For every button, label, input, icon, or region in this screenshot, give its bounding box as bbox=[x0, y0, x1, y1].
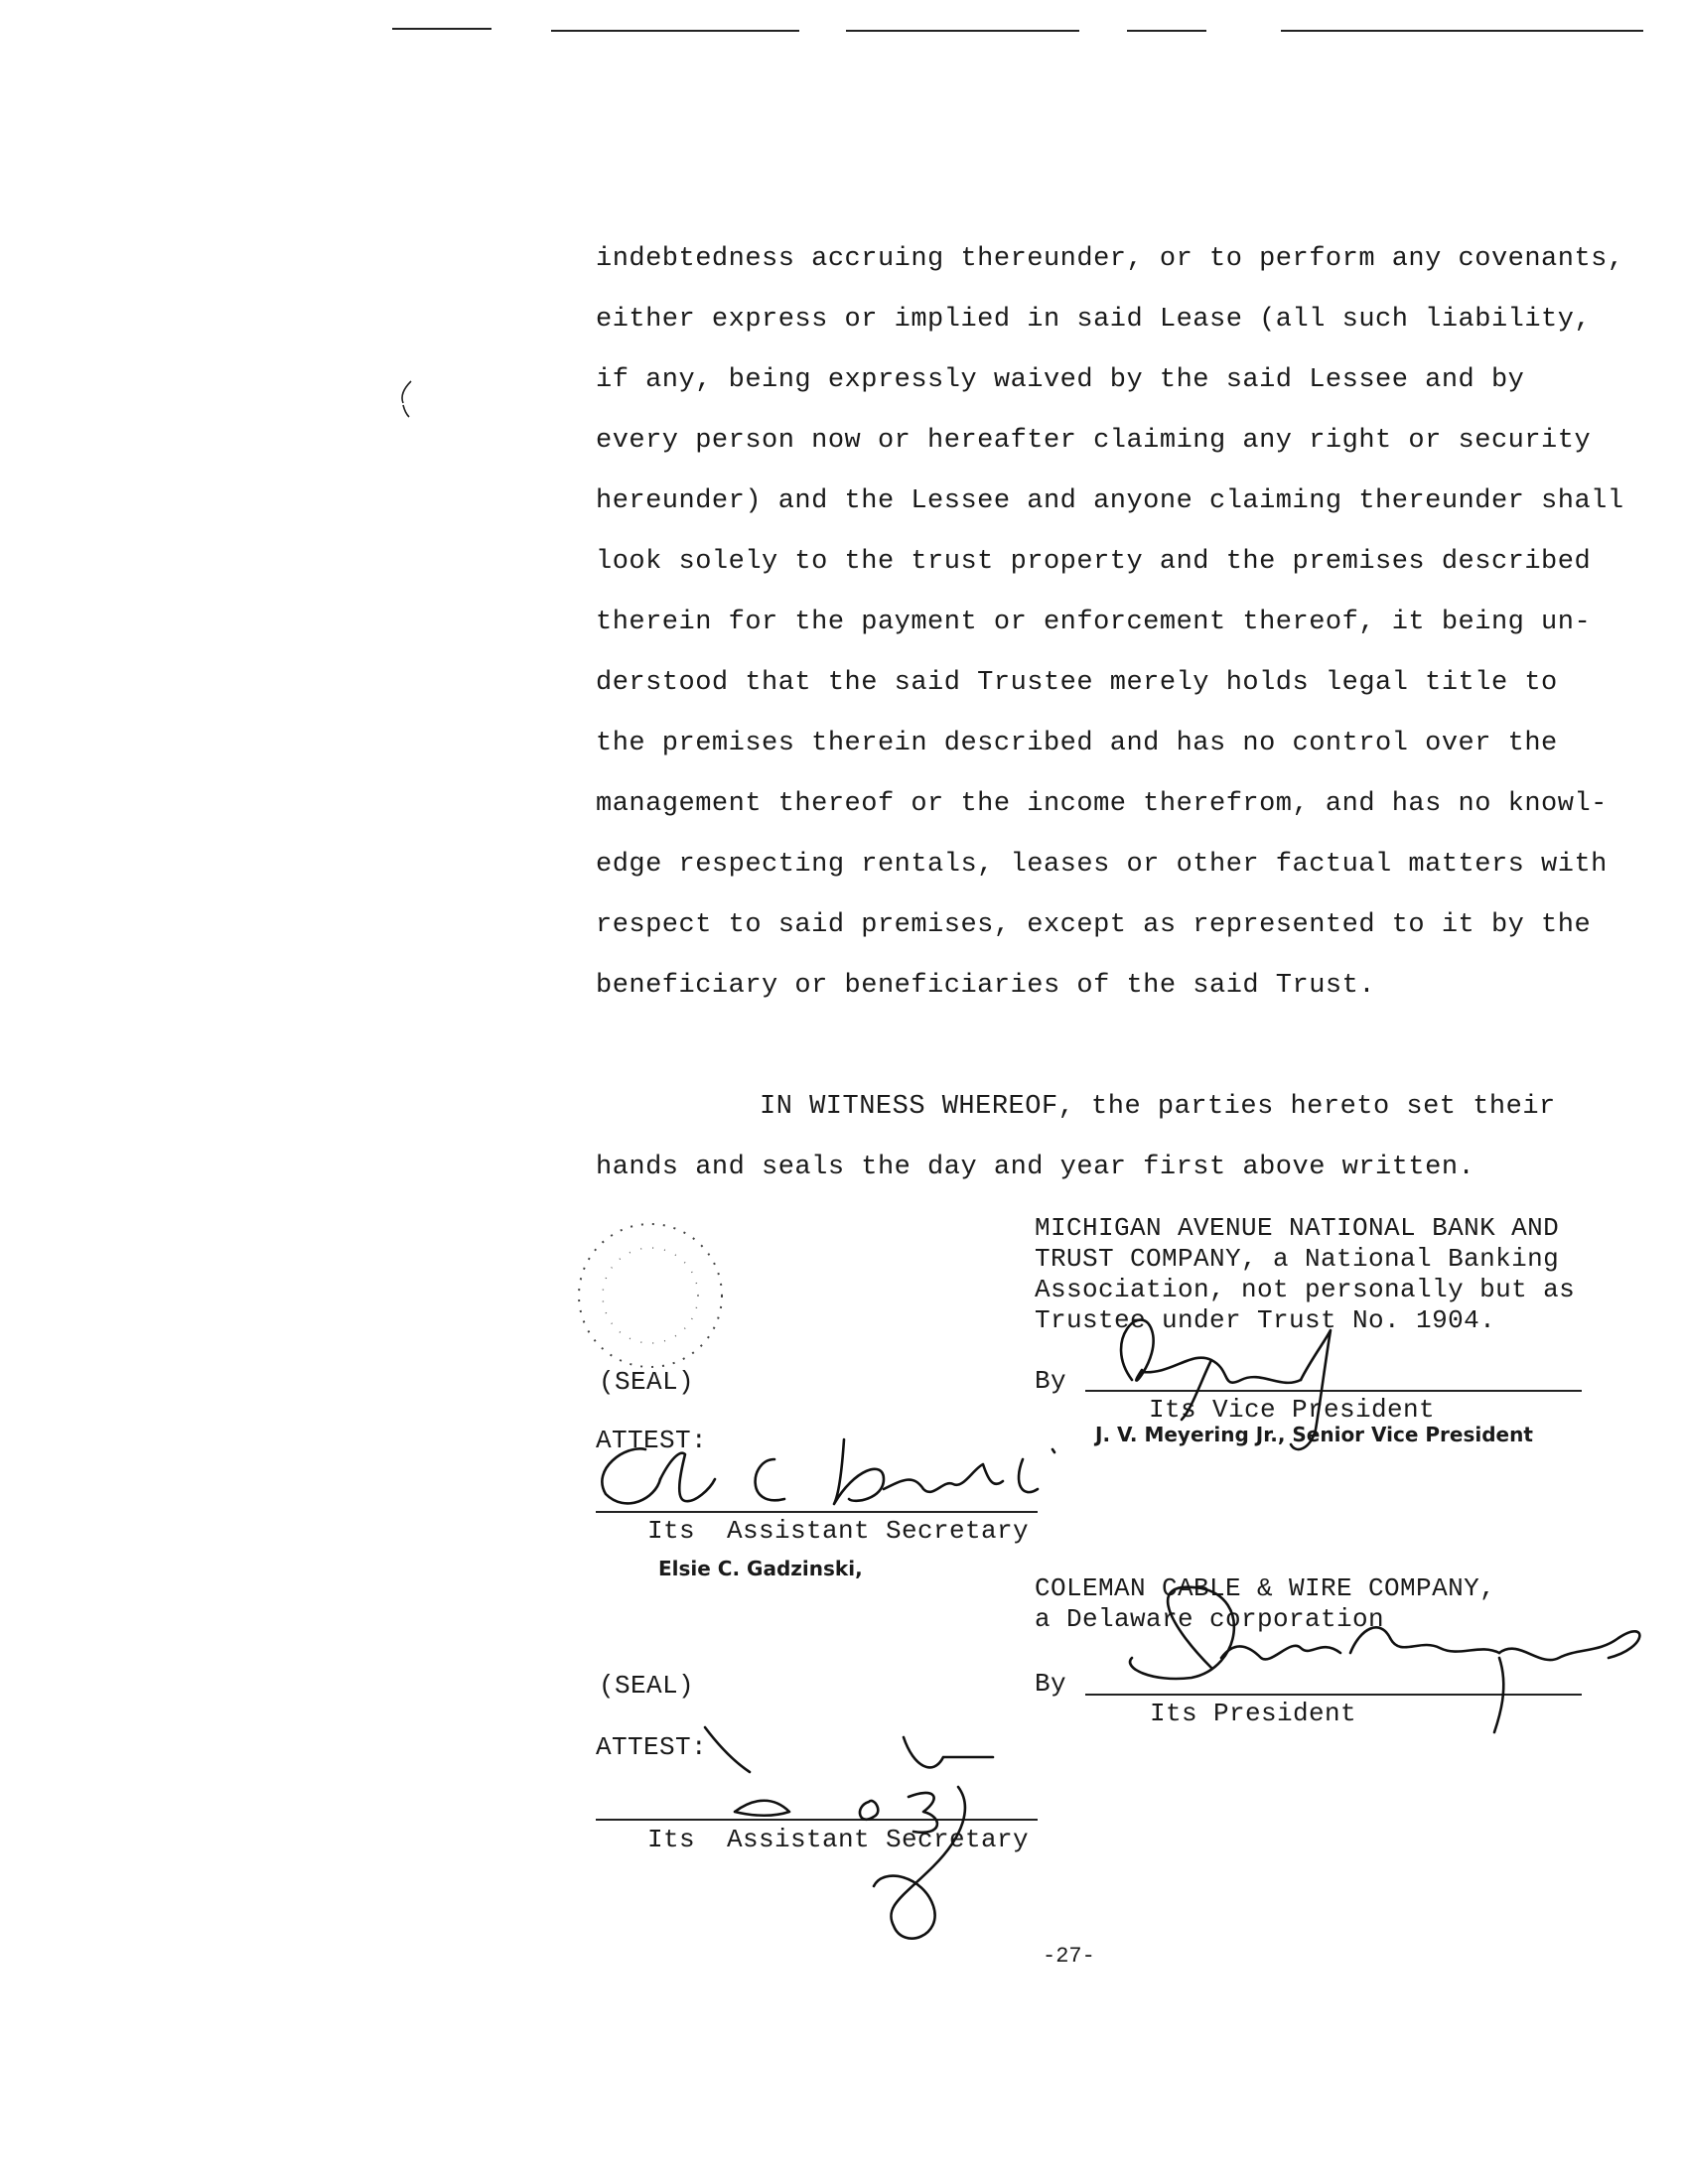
margin-mark bbox=[397, 377, 427, 427]
bank-attest-label: ATTEST: bbox=[596, 1426, 708, 1455]
body-line: indebtedness accruing thereunder, or to perform any covenants, bbox=[596, 244, 1624, 274]
witness-line: hands and seals the day and year first above written. bbox=[596, 1153, 1475, 1182]
bank-signer-name: J. V. Meyering Jr., Senior Vice President bbox=[1095, 1423, 1533, 1446]
body-line: look solely to the trust property and the premises described bbox=[596, 547, 1592, 577]
vice-president-signature bbox=[1112, 1281, 1410, 1479]
body-line: derstood that the said Trustee merely holds legal title to bbox=[596, 668, 1558, 698]
body-line: therein for the payment or enforcement thereof, it being un- bbox=[596, 608, 1592, 637]
assistant-secretary-signature bbox=[695, 1717, 1052, 1966]
page-number: -27- bbox=[1043, 1944, 1095, 1969]
bank-name-line: MICHIGAN AVENUE NATIONAL BANK AND bbox=[1035, 1213, 1560, 1243]
body-line: respect to said premises, except as represented to it by the bbox=[596, 910, 1592, 940]
coleman-name-line: a Delaware corporation bbox=[1035, 1604, 1385, 1634]
witness-line: IN WITNESS WHEREOF, the parties hereto set their bbox=[760, 1092, 1556, 1122]
assistant-secretary-signature bbox=[586, 1420, 1102, 1529]
header-rule bbox=[1281, 30, 1643, 32]
coleman-attest-label: ATTEST: bbox=[596, 1732, 708, 1762]
bank-name-line: Association, not personally but as bbox=[1035, 1275, 1576, 1304]
bank-attest-signer: Elsie C. Gadzinski, bbox=[658, 1557, 863, 1580]
header-rule bbox=[392, 28, 491, 30]
bank-by-label: By bbox=[1035, 1366, 1067, 1396]
header-rule bbox=[846, 30, 1079, 32]
bank-attest-title: Its Assistant Secretary bbox=[647, 1516, 1030, 1546]
bank-name-line: TRUST COMPANY, a National Banking bbox=[1035, 1244, 1560, 1274]
bank-name-line: Trustee under Trust No. 1904. bbox=[1035, 1305, 1496, 1335]
coleman-name-line: COLEMAN CABLE & WIRE COMPANY, bbox=[1035, 1573, 1496, 1603]
header-rule bbox=[1127, 30, 1206, 32]
coleman-by-label: By bbox=[1035, 1669, 1067, 1699]
bank-signer-title: Its Vice President bbox=[1149, 1395, 1436, 1425]
body-line: management thereof or the income therefrom, and has no knowl- bbox=[596, 789, 1608, 819]
body-line: either express or implied in said Lease (all such liability, bbox=[596, 305, 1592, 335]
bank-seal-label: (SEAL) bbox=[599, 1367, 695, 1397]
body-line: beneficiary or beneficiaries of the said Trust. bbox=[596, 971, 1376, 1001]
coleman-attest-title: Its Assistant Secretary bbox=[647, 1825, 1030, 1854]
coleman-seal-label: (SEAL) bbox=[599, 1671, 695, 1701]
coleman-signer-title: Its President bbox=[1150, 1699, 1357, 1728]
body-line: every person now or hereafter claiming any right or security bbox=[596, 426, 1592, 456]
body-line: hereunder) and the Lessee and anyone claiming thereunder shall bbox=[596, 486, 1624, 516]
header-rule bbox=[551, 30, 799, 32]
body-line: the premises therein described and has no control over the bbox=[596, 729, 1558, 758]
president-signature bbox=[1062, 1559, 1658, 1747]
body-line: if any, being expressly waived by the said Lessee and by bbox=[596, 365, 1525, 395]
body-line: edge respecting rentals, leases or other factual matters with bbox=[596, 850, 1608, 880]
